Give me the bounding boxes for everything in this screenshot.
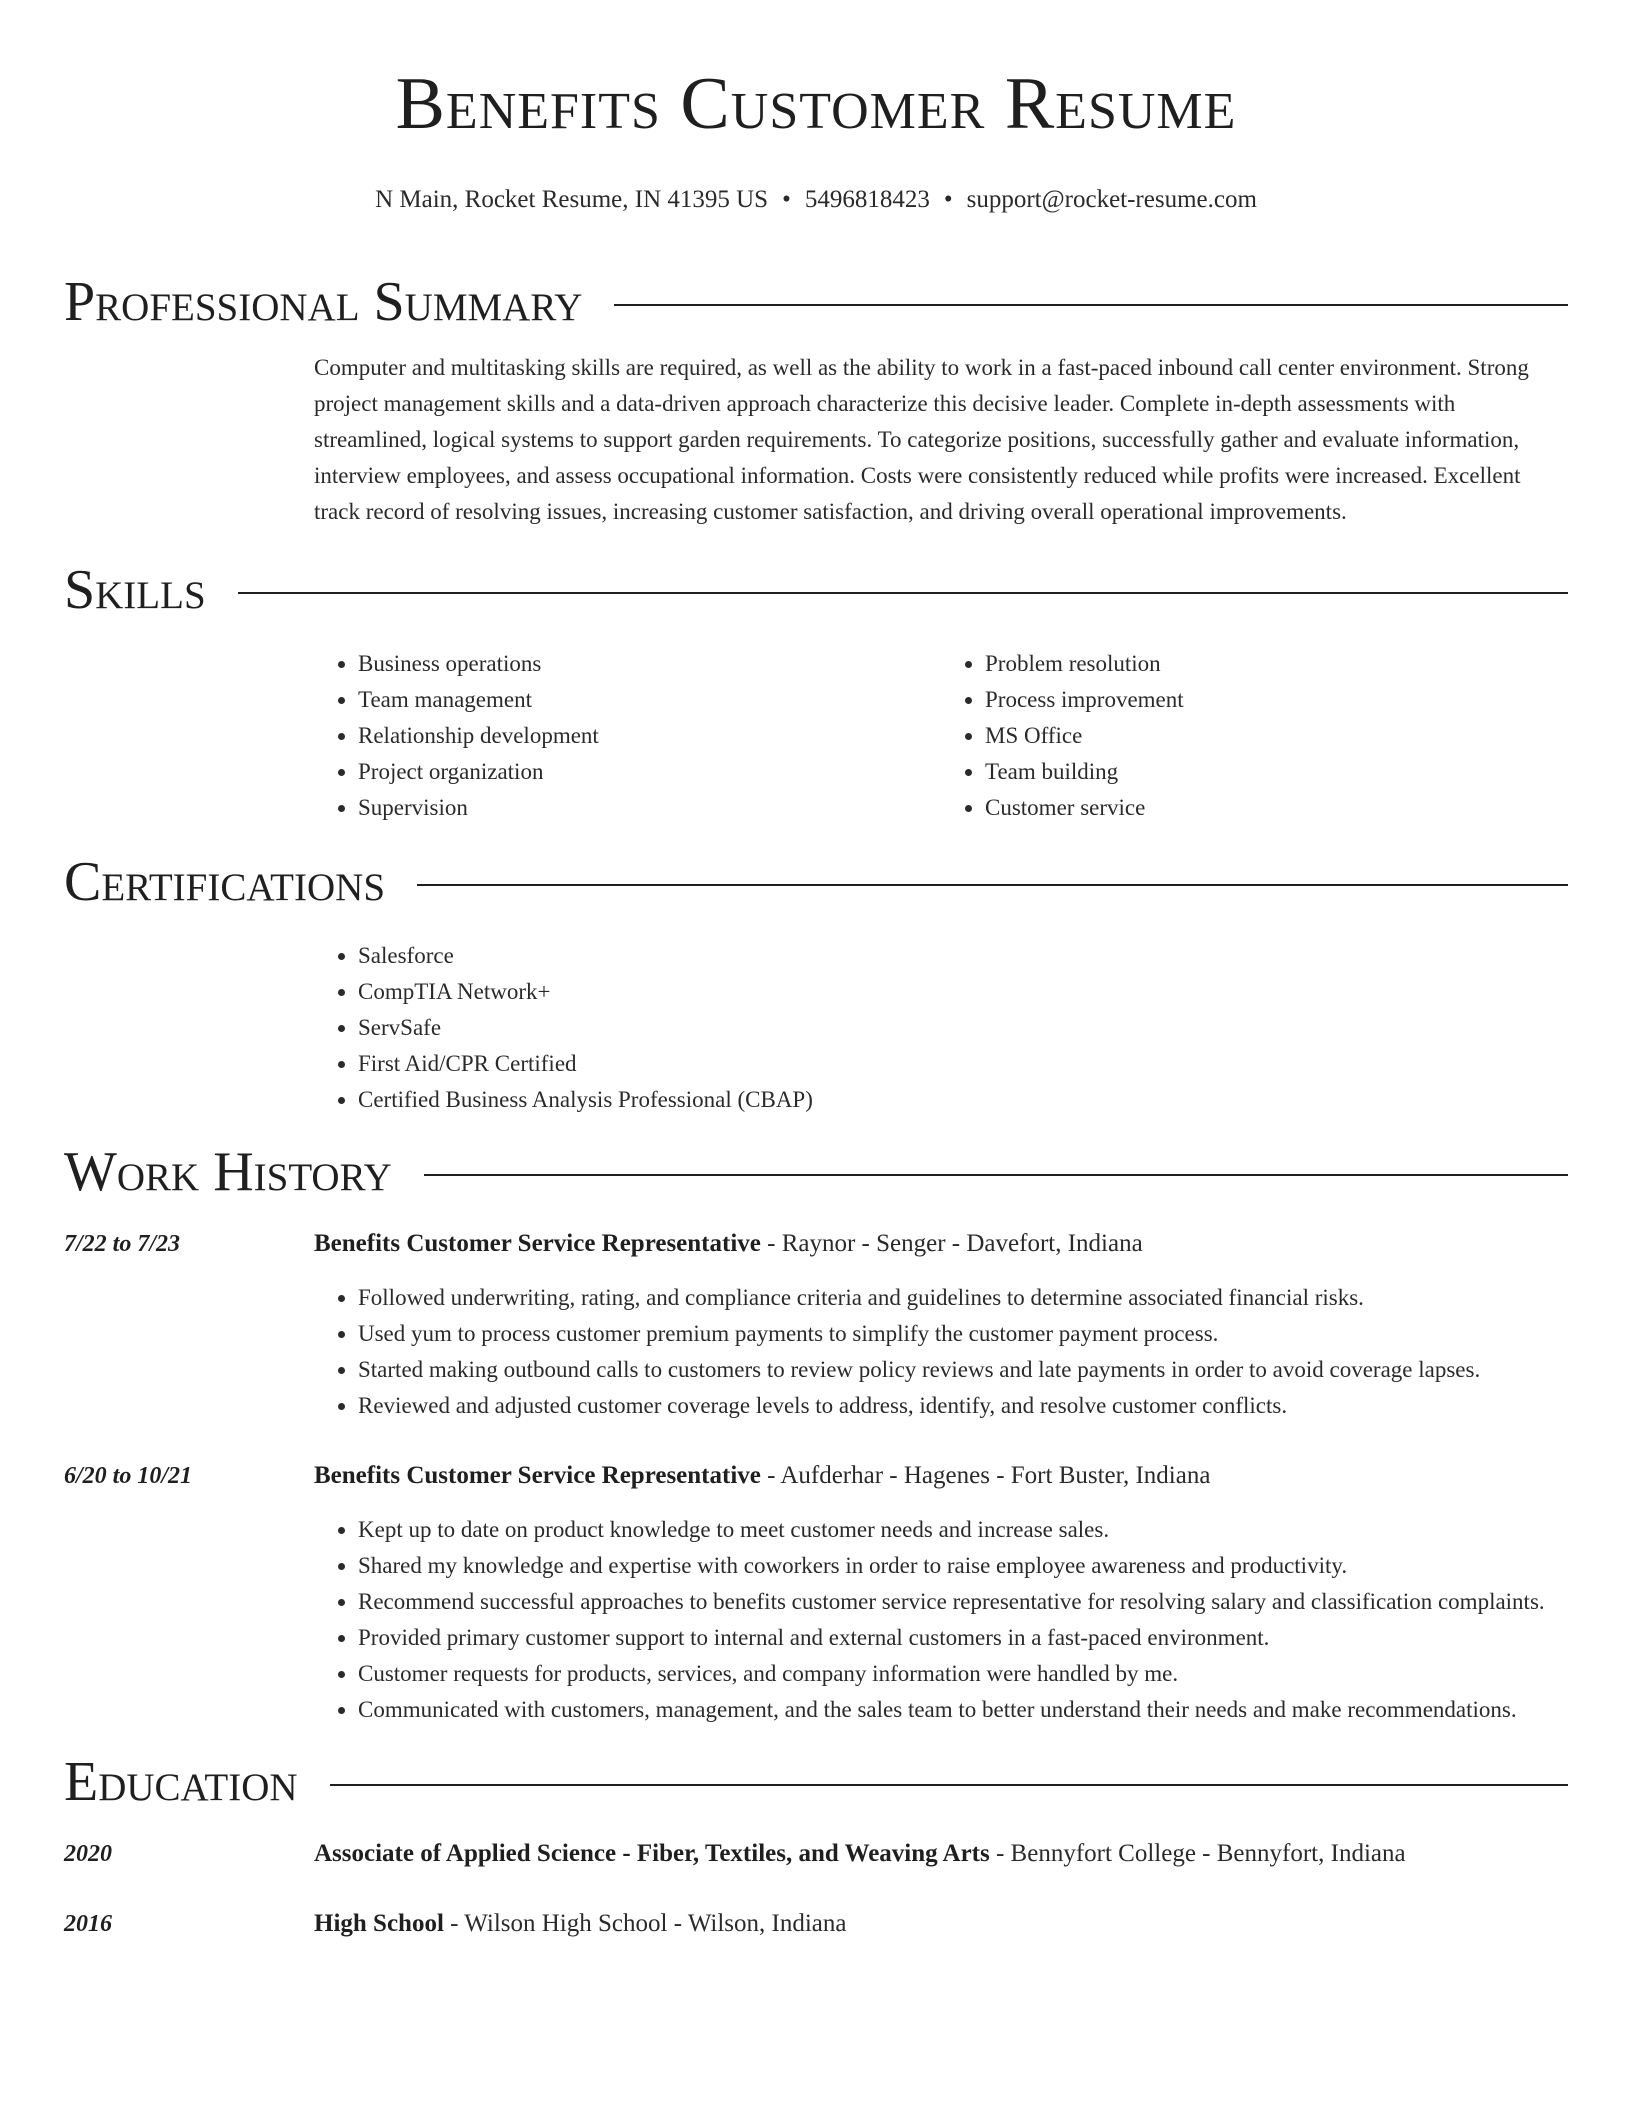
job-title: Benefits Customer Service Representative: [314, 1230, 761, 1257]
education-entry: [64, 1836, 1568, 1872]
job-bullets: [314, 1280, 1568, 1424]
education-entry: [64, 1906, 1568, 1942]
education-degree: Associate of Applied Science - Fiber, Textiles, and Weaving Arts: [314, 1840, 990, 1867]
skills-list: [314, 646, 1568, 826]
section-header-summary: [64, 270, 1568, 334]
section-title: Work History: [64, 1141, 392, 1203]
section-divider: [417, 884, 1568, 886]
education-year: 2016: [64, 1911, 112, 1937]
skill-item: • Project organization: [358, 754, 941, 790]
skill-item: • Business operations: [358, 646, 941, 682]
contact-separator: •: [943, 186, 953, 213]
skill-item: • MS Office: [985, 718, 1568, 754]
resume-name: Benefits Customer Resume: [395, 63, 1237, 145]
skill-item: • Supervision: [358, 790, 941, 826]
job-bullet: • Reviewed and adjusted customer coverage levels to address, identify, and resolve customer conflicts.: [358, 1388, 1568, 1424]
summary-body: [314, 350, 1568, 530]
job-bullet: • Used yum to process customer premium payments to simplify the customer payment process.: [358, 1316, 1568, 1352]
section-header-education: [64, 1750, 1568, 1814]
skill-item: • Team building: [985, 754, 1568, 790]
section-title: Professional Summary: [64, 271, 583, 333]
section-divider: [330, 1784, 1568, 1786]
skills-column-right: [941, 646, 1568, 826]
education-year: 2020: [64, 1841, 112, 1867]
certification-item: • Certified Business Analysis Professional (CBAP): [358, 1082, 1568, 1118]
summary-text: Computer and multitasking skills are required, as well as the ability to work in a fast-paced inbound call center environment. Strong project management skills and a data-driven approach characterize this decisive leader. Complete in-depth assessments with streamlined, logical systems to support garden requirements. To categorize positions, successfully gather and evaluate information, interview employees, and assess occupational information. Costs were consistently reduced while profits were increased. Excellent track record of resolving issues, increasing customer satisfaction, and driving overall operational improvements.: [314, 355, 1529, 524]
education-school: - Wilson High School - Wilson, Indiana: [443, 1910, 847, 1937]
job-entry: [64, 1226, 1568, 1424]
job-bullet: • Communicated with customers, management, and the sales team to better understand their needs and make recommendations.: [358, 1692, 1568, 1728]
job-bullet: • Customer requests for products, services, and company information were handled by me.: [358, 1656, 1568, 1692]
job-title: Benefits Customer Service Representative: [314, 1462, 761, 1489]
job-entry: [64, 1458, 1568, 1728]
contact-line: [64, 182, 1568, 218]
job-bullets: [314, 1512, 1568, 1728]
skill-item: • Process improvement: [985, 682, 1568, 718]
education-school: - Bennyfort College - Bennyfort, Indiana: [989, 1840, 1406, 1867]
section-header-work-history: [64, 1140, 1568, 1204]
job-bullet: • Started making outbound calls to customers to review policy reviews and late payments in order to avoid coverage lapses.: [358, 1352, 1568, 1388]
contact-phone: 5496818423: [804, 186, 930, 213]
skill-item: • Problem resolution: [985, 646, 1568, 682]
job-bullet: • Followed underwriting, rating, and compliance criteria and guidelines to determine associated financial risks.: [358, 1280, 1568, 1316]
education-line: [314, 1836, 1568, 1872]
education-degree: High School: [314, 1910, 444, 1937]
certifications-list: [314, 938, 1568, 1118]
job-bullet: • Kept up to date on product knowledge to meet customer needs and increase sales.: [358, 1512, 1568, 1548]
job-bullet: • Provided primary customer support to internal and external customers in a fast-paced environment.: [358, 1620, 1568, 1656]
section-header-certifications: [64, 850, 1568, 914]
contact-address: N Main, Rocket Resume, IN 41395 US: [375, 186, 769, 213]
job-employer: - Raynor - Senger - Davefort, Indiana: [760, 1230, 1143, 1257]
certification-item: • Salesforce: [358, 938, 1568, 974]
contact-separator: •: [782, 186, 791, 213]
skill-item: • Team management: [358, 682, 941, 718]
section-divider: [424, 1174, 1568, 1176]
skill-item: • Customer service: [985, 790, 1568, 826]
contact-email: support@rocket-resume.com: [966, 186, 1257, 213]
job-bullet: • Recommend successful approaches to benefits customer service representative for resolving salary and classification complaints.: [358, 1584, 1568, 1620]
skill-item: • Relationship development: [358, 718, 941, 754]
skills-column-left: [314, 646, 941, 826]
certification-item: • CompTIA Network+: [358, 974, 1568, 1010]
certification-item: • First Aid/CPR Certified: [358, 1046, 1568, 1082]
certification-item: • ServSafe: [358, 1010, 1568, 1046]
section-divider: [614, 304, 1568, 306]
section-title: Certifications: [64, 851, 386, 913]
section-header-skills: [64, 558, 1568, 622]
education-line: [314, 1906, 1568, 1942]
job-dates: 7/22 to 7/23: [64, 1231, 181, 1257]
job-employer: - Aufderhar - Hagenes - Fort Buster, Indiana: [760, 1462, 1211, 1489]
section-divider: [238, 592, 1568, 594]
job-title-line: [314, 1226, 1568, 1262]
job-title-line: [314, 1458, 1568, 1494]
section-title: Education: [64, 1751, 298, 1813]
section-title: Skills: [64, 559, 206, 621]
job-bullet: • Shared my knowledge and expertise with coworkers in order to raise employee awareness and productivity.: [358, 1548, 1568, 1584]
job-dates: 6/20 to 10/21: [64, 1463, 193, 1489]
